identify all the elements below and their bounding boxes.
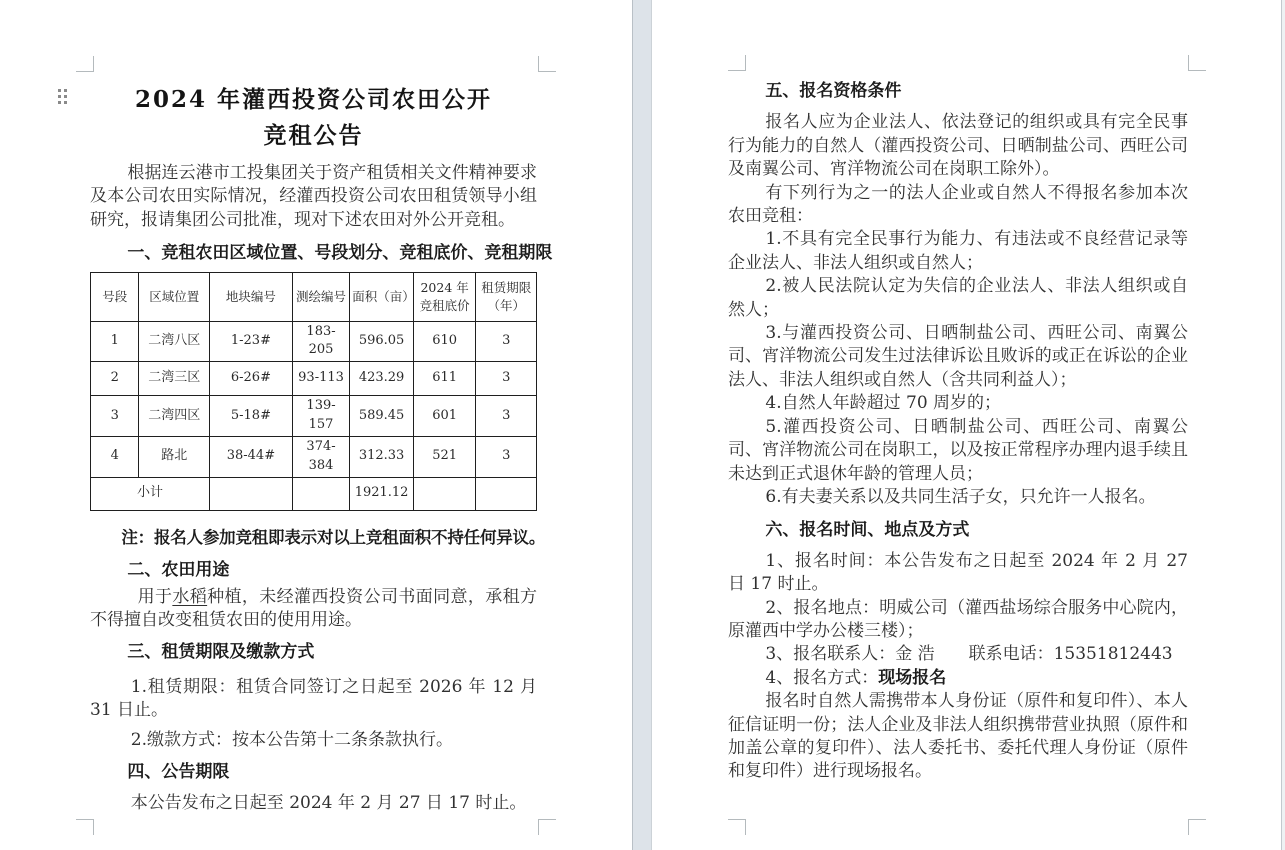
table-header-cell: 号段 xyxy=(91,272,139,321)
table-header-cell: 租赁期限（年） xyxy=(476,272,537,321)
table-subtotal-row xyxy=(91,477,537,510)
table-cell: 589.45 xyxy=(350,396,414,437)
table-cell xyxy=(292,477,350,510)
section-2-heading: 二、农田用途 xyxy=(127,560,230,581)
table-cell: 139-157 xyxy=(292,396,350,437)
exclusion-intro-paragraph: 有下列行为之一的法人企业或自然人不得报名参加本次农田竞租： xyxy=(728,182,1188,227)
table-cell: 1-23# xyxy=(210,321,293,362)
table-cell: 2 xyxy=(91,362,139,396)
table-cell: 38-44# xyxy=(210,437,293,478)
exclusion-item-3: 3.与灌西投资公司、日晒制盐公司、西旺公司、南翼公司、宵洋物流公司发生过法律诉讼且败诉的或正在诉讼的企业法人、非法人组织或自然人（含共同利益人）； xyxy=(728,323,1188,390)
table-cell: 596.05 xyxy=(350,321,414,362)
table-cell: 312.33 xyxy=(350,437,414,478)
table-header-cell: 测绘编号 xyxy=(292,272,350,321)
subtotal-area-cell: 1921.12 xyxy=(350,477,414,510)
section-6-heading: 六、报名时间、地点及方式 xyxy=(765,520,970,541)
registration-method-value: 现场报名 xyxy=(878,667,947,688)
table-cell: 374-384 xyxy=(292,437,350,478)
section-5-heading: 五、报名资格条件 xyxy=(765,81,902,101)
table-header-row xyxy=(91,272,537,321)
registration-method-item xyxy=(728,667,1188,690)
use-text-underlined: 水稻 xyxy=(172,586,208,607)
table-cell: 3 xyxy=(91,396,139,437)
use-text-post: 种植，未经灌西投资公司书面同意，承租方不得擅自改变租赁农田的使用用途。 xyxy=(90,586,538,630)
section-4-heading: 四、公告期限 xyxy=(127,761,230,782)
table-header-cell: 2024 年竞租底价 xyxy=(413,272,476,321)
table-note: 注：报名人参加竞租即表示对以上竞租面积不持任何异议。 xyxy=(121,527,546,547)
registration-documents-paragraph: 报名时自然人需携带本人身份证（原件和复印件）、本人征信证明一份；法人企业及非法人组织携带营业执照（原件和加盖公章的复印件）、法人委托书、委托代理人身份证（原件和复印件）进行现场报名。 xyxy=(728,691,1188,782)
table-cell: 3 xyxy=(476,362,537,396)
table-cell: 4 xyxy=(91,437,139,478)
table-cell: 3 xyxy=(476,321,537,362)
table-cell: 二湾三区 xyxy=(139,362,210,396)
table-header-cell: 面积（亩） xyxy=(350,272,414,321)
table-cell: 二湾八区 xyxy=(139,321,210,362)
table-cell: 93-113 xyxy=(292,362,350,396)
page-1 xyxy=(0,0,632,850)
table-cell: 521 xyxy=(413,437,476,478)
section-1-heading: 一、竞租农田区域位置、号段划分、竞租底价、竞租期限 xyxy=(127,243,553,264)
page-2-content xyxy=(652,0,1283,850)
right-page-edge xyxy=(1281,0,1285,850)
table-cell: 183-205 xyxy=(292,321,350,362)
table-cell: 601 xyxy=(413,396,476,437)
subtotal-label-cell: 小计 xyxy=(91,477,210,510)
table-cell: 1 xyxy=(91,321,139,362)
registration-method-label: 4、报名方式： xyxy=(765,667,879,688)
exclusion-item-5: 5.灌西投资公司、日晒制盐公司、西旺公司、南翼公司、宵洋物流公司在岗职工，以及按正常程序办理内退手续且未达到正式退休年龄的管理人员； xyxy=(728,416,1188,484)
notice-period-paragraph: 本公告发布之日起至 2024 年 2 月 27 日 17 时止。 xyxy=(130,793,527,814)
exclusion-item-6: 6.有夫妻关系以及共同生活子女，只允许一人报名。 xyxy=(765,486,1156,507)
document-title-line-2: 竞租公告 xyxy=(263,122,364,149)
table-cell: 3 xyxy=(476,437,537,478)
table-header-cell: 地块编号 xyxy=(210,272,293,321)
registration-place-item: 2、报名地点：明威公司（灌西盐场综合服务中心院内，原灌西中学办公楼三楼）； xyxy=(728,597,1188,641)
farmland-use-paragraph xyxy=(90,586,537,633)
table-cell: 5-18# xyxy=(210,396,293,437)
registration-time-item: 1、报名时间：本公告发布之日起至 2024 年 2 月 27 日 17 时止。 xyxy=(728,550,1188,595)
exclusion-item-1: 1.不具有完全民事行为能力、有违法或不良经营记录等企业法人、非法人组织或自然人； xyxy=(728,229,1188,273)
payment-method-item: 2.缴款方式：按本公告第十二条条款执行。 xyxy=(130,729,454,750)
table-cell: 路北 xyxy=(139,437,210,478)
lease-term-item: 1.租赁期限：租赁合同签订之日起至 2026 年 12 月 31 日止。 xyxy=(90,676,537,721)
exclusion-item-4: 4.自然人年龄超过 70 周岁的； xyxy=(765,393,1002,414)
page-gap-band xyxy=(632,0,652,850)
page-2 xyxy=(652,0,1283,850)
table-cell: 611 xyxy=(413,362,476,396)
page-1-content xyxy=(0,0,632,850)
table-row xyxy=(91,437,537,478)
table-row xyxy=(91,396,537,437)
intro-paragraph: 根据连云港市工投集团关于资产租赁相关文件精神要求及本公司农田实际情况，经灌西投资公司农田租赁领导小组研究，报请集团公司批准，现对下述农田对外公开竞租。 xyxy=(90,163,537,230)
table-row xyxy=(91,321,537,362)
exclusion-item-2: 2.被人民法院认定为失信的企业法人、非法人组织或自然人； xyxy=(728,276,1188,320)
table-cell xyxy=(413,477,476,510)
table-cell xyxy=(476,477,537,510)
document-title-line-1: 2024 年灌西投资公司农田公开 xyxy=(134,86,493,113)
table-cell: 423.29 xyxy=(350,362,414,396)
eligibility-paragraph: 报名人应为企业法人、依法登记的组织或具有完全民事行为能力的自然人（灌西投资公司、日晒制盐公司、西旺公司及南翼公司、宵洋物流公司在岗职工除外）。 xyxy=(728,112,1188,180)
registration-contact-item: 3、报名联系人：金 浩 联系电话：15351812443 xyxy=(765,644,1173,665)
table-cell: 610 xyxy=(413,321,476,362)
table-cell xyxy=(210,477,293,510)
table-cell: 6-26# xyxy=(210,362,293,396)
use-text-pre: 用于 xyxy=(137,586,173,607)
table-cell: 3 xyxy=(476,396,537,437)
table-row xyxy=(91,362,537,396)
section-3-heading: 三、租赁期限及缴款方式 xyxy=(127,642,315,663)
table-cell: 二湾四区 xyxy=(139,396,210,437)
table-header-cell: 区域位置 xyxy=(139,272,210,321)
lease-plots-table xyxy=(90,272,537,511)
